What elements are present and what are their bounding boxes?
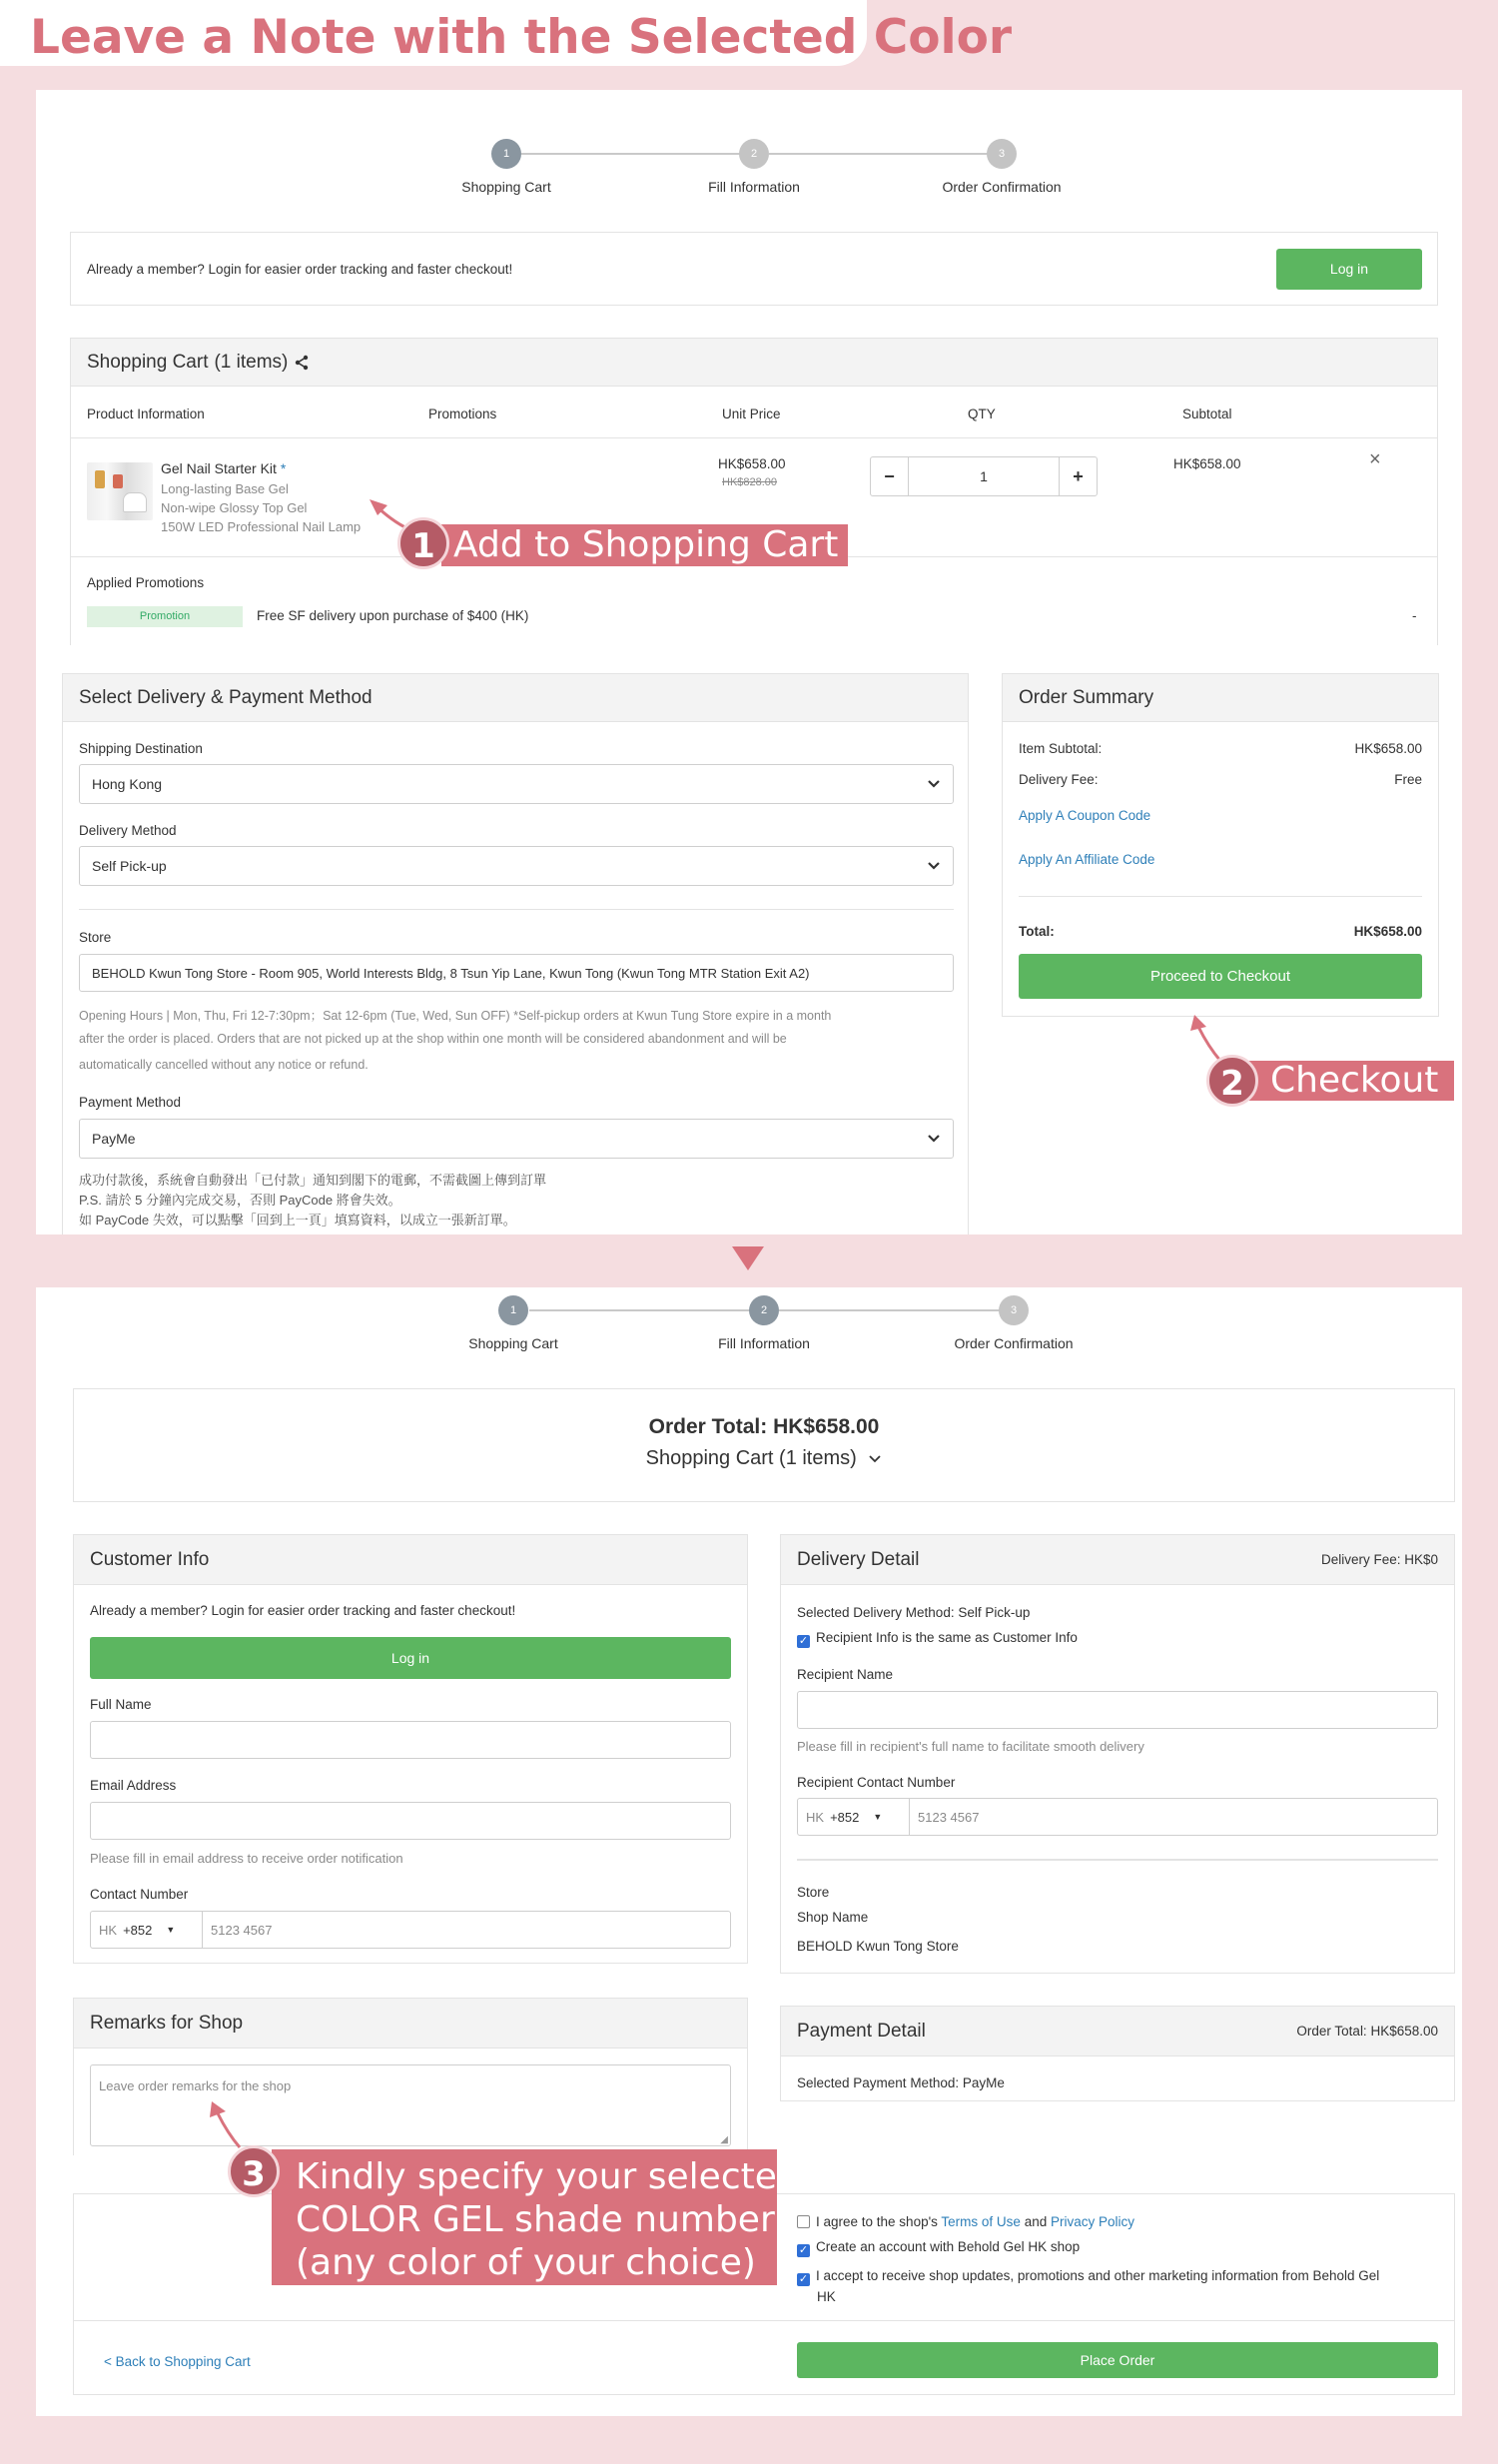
- divider: [1019, 896, 1422, 897]
- payment-detail-header: [781, 2007, 1454, 2056]
- chevron-down-icon: [927, 1134, 941, 1144]
- product-line: Long-lasting Base Gel: [161, 481, 289, 496]
- payment-detail-box: [780, 2006, 1455, 2101]
- divider: [74, 2320, 1454, 2321]
- recipient-contact-label: Recipient Contact Number: [797, 1775, 956, 1790]
- store-label: Store: [797, 1885, 830, 1900]
- payment-method-label: Payment Method: [79, 1095, 182, 1110]
- marketing-label-cont: HK: [817, 2289, 836, 2304]
- qty-minus-button[interactable]: −: [871, 457, 909, 495]
- delivery-payment-box: [62, 673, 969, 1234]
- item-subtotal-label: Item Subtotal:: [1019, 741, 1103, 756]
- item-subtotal-value: HK$658.00: [1354, 741, 1422, 756]
- delivery-detail-header: [781, 1535, 1454, 1585]
- original-price: HK$828.00: [722, 476, 778, 488]
- shop-name-label: Shop Name: [797, 1910, 869, 1925]
- place-order-button[interactable]: Place Order: [797, 2342, 1438, 2378]
- banner-title: Leave a Note with the Selected Color: [0, 0, 867, 66]
- recipient-name-label: Recipient Name: [797, 1667, 894, 1682]
- chevron-down-icon: [927, 861, 941, 871]
- marketing-checkbox[interactable]: [797, 2265, 1436, 2307]
- delivery-method-value: Self Pick-up: [92, 858, 167, 874]
- store-label: Store: [79, 930, 112, 945]
- proceed-to-checkout-button[interactable]: Proceed to Checkout: [1019, 954, 1422, 999]
- email-hint: Please fill in email address to receive order notification: [90, 1851, 403, 1866]
- contact-number-placeholder: 5123 4567: [211, 1922, 273, 1938]
- payment-note: 如 PayCode 失效，可以點擊「回到上一頁」填寫資料，以成立一張新訂單。: [79, 1213, 516, 1228]
- step-shopping-cart: 1 Shopping Cart: [403, 1295, 623, 1351]
- same-as-customer-label: Recipient Info is the same as Customer Info: [816, 1630, 1078, 1645]
- promotion-text: Free SF delivery upon purchase of $400 (HK): [257, 608, 529, 623]
- contact-number-label: Contact Number: [90, 1887, 189, 1902]
- checkbox-checked-icon[interactable]: ✓: [798, 1635, 809, 1647]
- payment-note: P.S. 請於 5 分鐘內完成交易，否則 PayCode 將會失效。: [79, 1193, 401, 1208]
- apply-affiliate-link[interactable]: Apply An Affiliate Code: [1019, 852, 1155, 867]
- login-button[interactable]: Log in: [1276, 249, 1422, 290]
- payment-method-value: PayMe: [92, 1131, 136, 1147]
- opening-hours-line: after the order is placed. Orders that are not picked up at the shop within one month will be considered abandonment and will be: [79, 1032, 787, 1046]
- payment-method-select[interactable]: [79, 1119, 954, 1159]
- product-name[interactable]: Gel Nail Starter Kit: [161, 460, 277, 476]
- col-unit-price: Unit Price: [722, 407, 781, 421]
- order-summary-box: [1002, 673, 1439, 1017]
- remarks-box: [73, 1998, 748, 2155]
- selected-payment-method: Selected Payment Method: PayMe: [797, 2075, 1005, 2090]
- col-promotions: Promotions: [428, 407, 497, 421]
- cart-header: [71, 339, 1437, 387]
- step-fill-information: 2 Fill Information: [654, 1295, 874, 1351]
- country-code-select[interactable]: [91, 1912, 203, 1948]
- caret-down-icon: ▼: [166, 1925, 176, 1935]
- dial-code: +852: [830, 1809, 860, 1825]
- share-icon[interactable]: [294, 355, 310, 371]
- shipping-destination-select[interactable]: [79, 764, 954, 804]
- selected-delivery-method: Selected Delivery Method: Self Pick-up: [797, 1605, 1031, 1620]
- qty-stepper[interactable]: [870, 456, 1098, 496]
- opening-hours-line: Opening Hours | Mon, Thu, Fri 12-7:30pm；Sat 12-6pm (Tue, Wed, Sun OFF) *Self-pickup orders at Kwun Tung Store expire in a month: [79, 1009, 832, 1023]
- email-field[interactable]: [90, 1802, 731, 1840]
- delivery-fee-label: Delivery Fee:: [1019, 772, 1099, 787]
- cart-count: (1 items): [214, 351, 289, 373]
- product-thumbnail[interactable]: [87, 462, 153, 520]
- product-name-wrap: [161, 460, 286, 476]
- marketing-label: I accept to receive shop updates, promotions and other marketing information from Behold Gel: [816, 2268, 1380, 2283]
- delivery-detail-box: [780, 1534, 1455, 1974]
- chevron-down-icon: [927, 779, 941, 789]
- resize-handle-icon[interactable]: ◢: [720, 2134, 728, 2145]
- terms-and: and: [1020, 2214, 1051, 2229]
- customer-info-box: [73, 1534, 748, 1964]
- full-name-label: Full Name: [90, 1697, 152, 1712]
- total-label: Total:: [1019, 924, 1055, 939]
- unit-price: HK$658.00: [718, 456, 786, 471]
- back-to-cart-link[interactable]: < Back to Shopping Cart: [104, 2354, 251, 2369]
- promotion-tag: Promotion: [87, 606, 243, 627]
- recipient-name-field[interactable]: [797, 1691, 1438, 1729]
- login-button[interactable]: Log in: [90, 1637, 731, 1679]
- total-value: HK$658.00: [1353, 924, 1422, 939]
- checkbox-checked-icon[interactable]: ✓: [798, 2273, 809, 2285]
- remarks-header: Remarks for Shop: [74, 1999, 747, 2049]
- callout-color-note: [272, 2149, 800, 2285]
- terms-checkbox[interactable]: [797, 2214, 1134, 2229]
- product-line: 150W LED Professional Nail Lamp: [161, 519, 362, 534]
- callout-number: 3: [228, 2145, 280, 2197]
- customer-info-header: Customer Info: [74, 1535, 747, 1585]
- down-arrow-icon: [732, 1246, 764, 1270]
- callout-add-to-cart: Add to Shopping Cart: [441, 524, 848, 566]
- payment-note: 成功付款後，系統會自動發出「已付款」通知到閣下的電郵，不需截圖上傳到訂單: [79, 1173, 547, 1188]
- divider: [797, 1859, 1438, 1861]
- order-total-box: [73, 1388, 1455, 1502]
- apply-coupon-link[interactable]: Apply A Coupon Code: [1019, 808, 1151, 823]
- callout-number: 2: [1206, 1055, 1258, 1107]
- full-name-field[interactable]: [90, 1721, 731, 1759]
- step-order-confirmation: 3 Order Confirmation: [892, 139, 1112, 195]
- create-account-label: Create an account with Behold Gel HK shop: [816, 2239, 1081, 2254]
- cart-toggle-label: Shopping Cart (1 items): [645, 1447, 857, 1469]
- qty-plus-button[interactable]: +: [1059, 457, 1097, 495]
- order-summary-header: Order Summary: [1003, 674, 1438, 722]
- remarks-textarea[interactable]: [90, 2064, 731, 2146]
- caret-down-icon: ▼: [873, 1812, 883, 1822]
- row-divider: [71, 437, 1437, 438]
- item-subtotal: HK$658.00: [1173, 456, 1241, 471]
- same-as-customer-checkbox[interactable]: [797, 1630, 1078, 1648]
- product-thumbnail-bottle: [113, 474, 123, 488]
- delivery-payment-header: Select Delivery & Payment Method: [63, 674, 968, 722]
- contact-number-field[interactable]: [90, 1911, 731, 1949]
- col-qty: QTY: [968, 407, 996, 421]
- callout-number: 1: [397, 517, 449, 569]
- step-order-confirmation: 3 Order Confirmation: [904, 1295, 1124, 1351]
- remarks-placeholder: Leave order remarks for the shop: [99, 2078, 292, 2093]
- country-code: HK: [99, 1922, 118, 1938]
- opening-hours-line: automatically cancelled without any notice or refund.: [79, 1058, 369, 1072]
- store-select[interactable]: [79, 954, 954, 992]
- privacy-policy-link[interactable]: Privacy Policy: [1050, 2214, 1135, 2229]
- shipping-destination-value: Hong Kong: [92, 776, 163, 792]
- store-value: BEHOLD Kwun Tong Store - Room 905, World Interests Bldg, 8 Tsun Yip Lane, Kwun Tong (Kwun Tong MTR Station Exit A2): [92, 965, 810, 981]
- product-line: Non-wipe Glossy Top Gel: [161, 500, 308, 515]
- payment-order-total: Order Total: HK$658.00: [1296, 2024, 1438, 2039]
- recipient-contact-field[interactable]: [797, 1798, 1438, 1836]
- callout-line: Kindly specify your selected: [296, 2156, 800, 2197]
- checkbox-checked-icon[interactable]: ✓: [798, 2244, 809, 2256]
- callout-checkout: Checkout: [1248, 1061, 1454, 1101]
- callout-line: (any color of your choice): [296, 2242, 756, 2283]
- delivery-fee: Delivery Fee: HK$0: [1320, 1552, 1438, 1567]
- delivery-method-label: Delivery Method: [79, 823, 177, 838]
- product-asterisk: *: [280, 460, 287, 476]
- step-shopping-cart: 1 Shopping Cart: [396, 139, 616, 195]
- recipient-contact-placeholder: 5123 4567: [918, 1809, 980, 1825]
- col-subtotal: Subtotal: [1182, 407, 1232, 421]
- terms-of-use-link[interactable]: Terms of Use: [941, 2214, 1021, 2229]
- checkbox-unchecked-icon[interactable]: [797, 2215, 810, 2228]
- shopping-cart-box: [70, 338, 1438, 645]
- shipping-destination-label: Shipping Destination: [79, 741, 203, 756]
- member-text: Already a member? Login for easier order tracking and faster checkout!: [90, 1603, 516, 1618]
- col-product: Product Information: [87, 407, 205, 421]
- member-text: Already a member? Login for easier order tracking and faster checkout!: [87, 262, 513, 277]
- applied-promotions-label: Applied Promotions: [87, 575, 205, 590]
- terms-pre: I agree to the shop's: [816, 2214, 942, 2229]
- delivery-detail-title: Delivery Detail: [797, 1548, 920, 1570]
- divider: [79, 909, 954, 910]
- country-code: HK: [806, 1809, 825, 1825]
- create-account-checkbox[interactable]: [797, 2239, 1080, 2257]
- step-fill-information: 2 Fill Information: [644, 139, 864, 195]
- recipient-name-hint: Please fill in recipient's full name to facilitate smooth delivery: [797, 1739, 1144, 1754]
- remove-item-icon[interactable]: ×: [1369, 448, 1381, 470]
- payment-detail-title: Payment Detail: [797, 2020, 926, 2042]
- member-bar: [70, 232, 1438, 306]
- delivery-fee-value: Free: [1394, 772, 1422, 787]
- dial-code: +852: [123, 1922, 153, 1938]
- cart-toggle[interactable]: [74, 1447, 1454, 1470]
- chevron-down-icon: [868, 1454, 882, 1464]
- country-code-select[interactable]: [798, 1799, 910, 1835]
- product-thumbnail-bottle: [95, 470, 105, 488]
- delivery-method-select[interactable]: [79, 846, 954, 886]
- order-total: Order Total: HK$658.00: [648, 1415, 880, 1438]
- shop-name: BEHOLD Kwun Tong Store: [797, 1939, 959, 1954]
- product-thumbnail-lamp: [123, 492, 147, 512]
- qty-input[interactable]: 1: [980, 468, 988, 484]
- callout-line: COLOR GEL shade number: [296, 2199, 775, 2240]
- promotion-dash: -: [1412, 608, 1417, 623]
- email-label: Email Address: [90, 1778, 177, 1793]
- cart-title: Shopping Cart: [87, 351, 209, 373]
